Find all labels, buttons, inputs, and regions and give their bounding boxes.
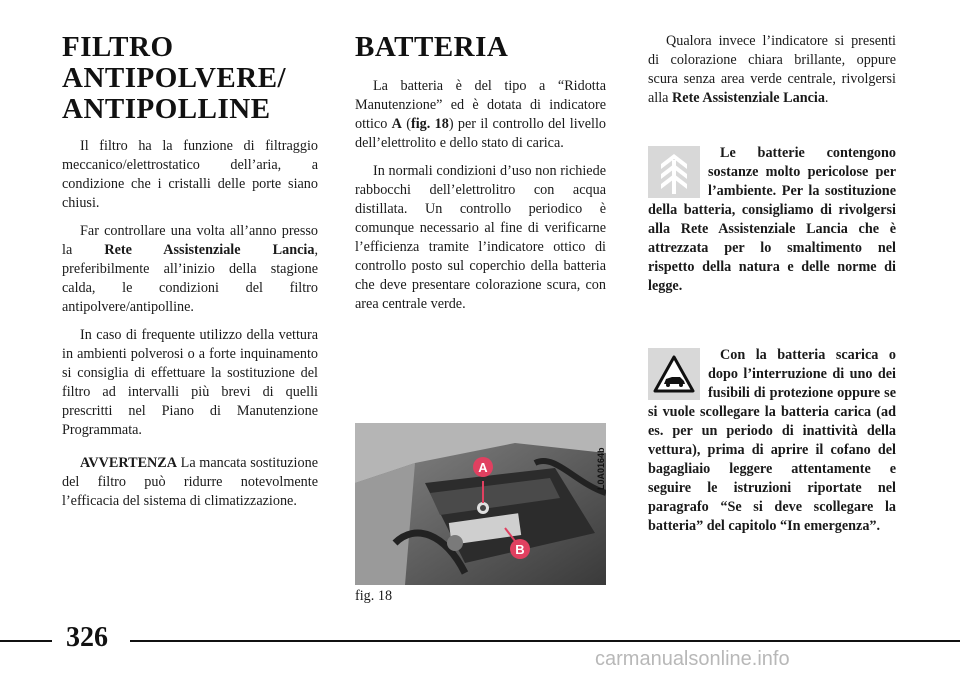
filter-p2-end: , preferibilmente all’inizio della stagione calda, le condizioni del filtro antipolvere/antipolline. [62,242,318,315]
battery-photo [355,423,606,585]
environment-chevrons-icon [648,146,700,198]
disconnect-warning [648,346,896,536]
warning-text: La mancata sostituzione del filtro può ridurre notevolmente l’efficacia del sistema di climatizzazione. [62,455,318,509]
filter-paragraph-2 [62,222,318,317]
battery-p1-figref: fig. 18 [410,116,449,132]
filter-paragraph-3: In caso di frequente utilizzo della vettura in ambienti polverosi o a forte inquinamento si consiglia di effettuare la sostituzione del filtro ad intervalli più brevi di quelli prescritti nel Piano di Manutenzione Programmata. [62,327,318,438]
environment-notice [648,144,896,296]
battery-p1-indicator: A [391,116,402,132]
column-battery-cont [648,32,896,536]
column-filter [62,32,318,520]
indicator-bold: Rete Assistenziale Lancia [672,90,825,106]
figure-code: L0A0164b [596,447,606,490]
battery-figure [355,423,606,585]
column-battery [355,32,606,323]
callout-a-label: A [478,460,488,475]
indicator-paragraph [648,32,896,108]
indicator-end: . [824,90,829,106]
watermark: carmanualsonline.info [595,648,790,670]
filter-title: FILTRO ANTIPOLVERE/ ANTIPOLLINE [62,31,287,125]
battery-title: BATTERIA [355,31,509,63]
battery-p1-c: ) per il controllo del livello dell’elettrolito e dello stato di carica. [355,116,607,151]
environment-text: Le batterie contengono sostanze molto pericolose per l’ambiente. Per la sostituzione della batteria, consigliamo di rivolgersi alla Rete Assistenziale Lancia che è attrezzata per lo smaltimento nel rispetto della natura e delle norme di legge. [648,145,896,294]
battery-p1-a: La batteria è del tipo a “Ridotta Manutenzione” ed è dotata di indicatore ottico [355,78,606,132]
battery-paragraph-1 [355,77,606,153]
filter-p2-bold: Rete Assistenziale Lancia [104,242,315,258]
car-warning-triangle-icon [648,348,700,400]
battery-paragraph-2: In normali condizioni d’uso non richiede rabbocchi dell’elettrolitro con acqua distillata. Un controllo periodico è comunque necessario al fine di verificarne l’efficienza tramite l’indicatore ottico di controllo posto sul coperchio della batteria che deve presentare colorazione scura, con area centrale verde. [355,163,606,312]
disconnect-text: Con la batteria scarica o dopo l’interruzione di uno dei fusibili di protezione oppure se si vuole scollegare la batteria carica (ad es. per un periodo di inattività della vettura), prima di aprire il cofano del bagagliaio leggere attentamente e seguire le istruzioni riportate nel paragrafo “Se si deve scollegare la batteria” del capitolo “In emergenza”. [648,347,896,534]
callout-b-label: B [515,542,525,557]
battery-p1-b: ( [401,116,411,132]
filter-paragraph-1: Il filtro ha la funzione di filtraggio meccanico/elettrostatico dell’aria, a condizione che i cristalli delle porte siano chiusi. [62,138,318,211]
indicator-text: Qualora invece l’indicatore si presenti di colorazione chiara brillante, oppure scura senza area verde centrale, rivolgersi alla [648,33,896,106]
filter-warning [62,454,318,511]
footer-rule-left [0,640,52,642]
filter-p2-text: Far controllare una volta all’anno presso la [62,223,318,258]
page-number: 326 [66,622,108,653]
footer-rule [130,640,960,642]
warning-label: AVVERTENZA [80,455,177,471]
figure-caption: fig. 18 [355,588,393,604]
